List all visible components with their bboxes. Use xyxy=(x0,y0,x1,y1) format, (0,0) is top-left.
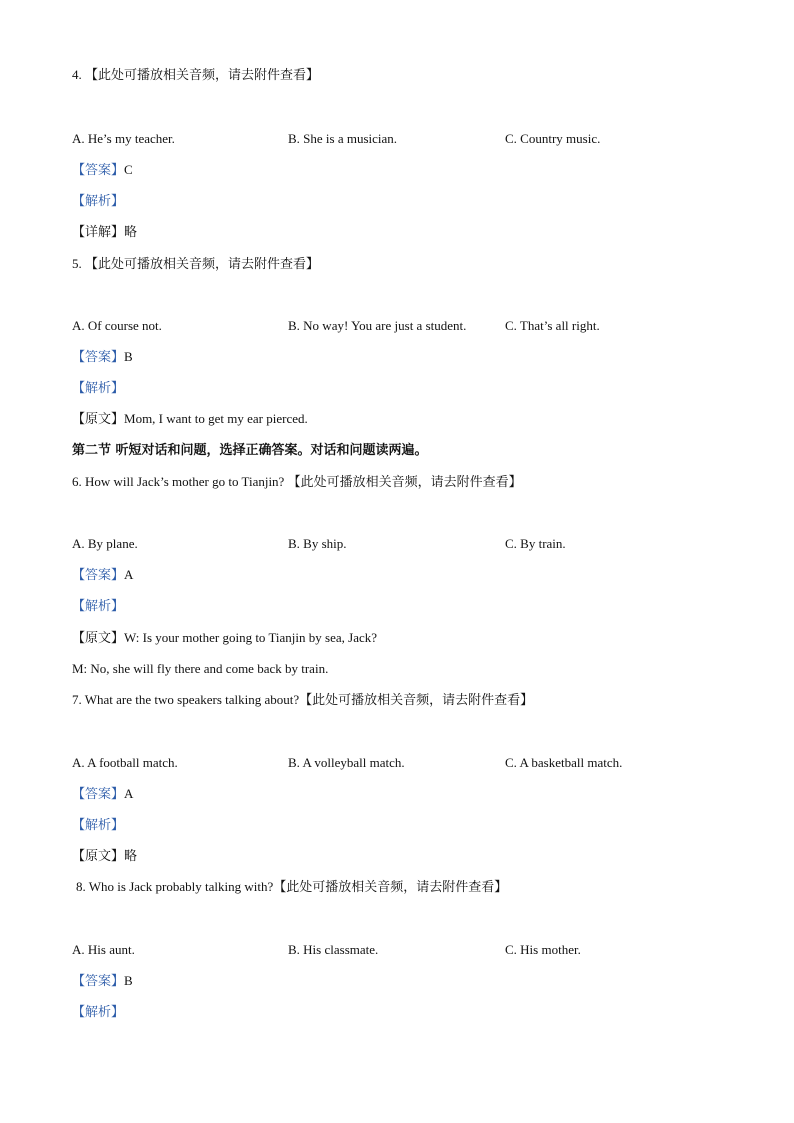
q7-option-c: C. A basketball match. xyxy=(505,755,623,770)
q8-option-a: A. His aunt. xyxy=(72,942,135,957)
answer-tag: 【答案】 xyxy=(72,973,125,988)
q6-source xyxy=(72,629,377,647)
q8-answer xyxy=(72,972,133,990)
q4-prompt: 4. 【此处可播放相关音频，请去附件查看】 xyxy=(72,67,320,82)
answer-value: B xyxy=(124,349,133,364)
q8-analysis xyxy=(72,1003,124,1021)
q7-source xyxy=(72,847,137,865)
q4-answer xyxy=(72,161,133,179)
source-text: W: Is your mother going to Tianjin by sea, Jack? xyxy=(124,630,378,645)
q4-analysis xyxy=(72,192,124,210)
answer-tag: 【答案】 xyxy=(72,162,125,177)
detail-tag: 【详解】 xyxy=(72,224,125,239)
q6-prompt: 6. How will Jack’s mother go to Tianjin? 【此处可播放相关音频，请去附件查看】 xyxy=(72,474,522,489)
q7-answer xyxy=(72,785,133,803)
q4-option-a: A. He’s my teacher. xyxy=(72,131,175,146)
answer-value: A xyxy=(124,786,134,801)
q6-analysis xyxy=(72,597,124,615)
q6-option-b: B. By ship. xyxy=(288,536,347,551)
analysis-tag: 【解析】 xyxy=(72,817,125,832)
q7-options xyxy=(72,754,752,772)
q4-options xyxy=(72,130,752,148)
q7-analysis xyxy=(72,816,124,834)
q6-options xyxy=(72,535,752,553)
q7-prompt: 7. What are the two speakers talking about?【此处可播放相关音频，请去附件查看】 xyxy=(72,692,534,707)
answer-tag: 【答案】 xyxy=(72,567,125,582)
source-text: Mom, I want to get my ear pierced. xyxy=(124,411,308,426)
q4-option-c: C. Country music. xyxy=(505,131,601,146)
q5-prompt: 5. 【此处可播放相关音频，请去附件查看】 xyxy=(72,256,320,271)
q5-option-c: C. That’s all right. xyxy=(505,318,600,333)
answer-tag: 【答案】 xyxy=(72,349,125,364)
q5-option-a: A. Of course not. xyxy=(72,318,162,333)
section-heading: 第二节 听短对话和问题，选择正确答案。对话和问题读两遍。 xyxy=(72,443,428,458)
q8-option-b: B. His classmate. xyxy=(288,942,379,957)
q5-source xyxy=(72,410,308,428)
q8-option-c: C. His mother. xyxy=(505,942,581,957)
source-tag: 【原文】 xyxy=(72,411,125,426)
q6-option-a: A. By plane. xyxy=(72,536,138,551)
q5-answer xyxy=(72,348,133,366)
answer-value: A xyxy=(124,567,134,582)
answer-value: C xyxy=(124,162,133,177)
source-tag: 【原文】 xyxy=(72,848,125,863)
q6-source-line2: M: No, she will fly there and come back by train. xyxy=(72,661,329,676)
q6-option-c: C. By train. xyxy=(505,536,566,551)
q7-option-b: B. A volleyball match. xyxy=(288,755,405,770)
analysis-tag: 【解析】 xyxy=(72,598,125,613)
source-tag: 【原文】 xyxy=(72,630,125,645)
q8-options xyxy=(72,941,752,959)
q5-options xyxy=(72,317,752,335)
analysis-tag: 【解析】 xyxy=(72,193,125,208)
q5-option-b: B. No way! You are just a student. xyxy=(288,318,467,333)
analysis-tag: 【解析】 xyxy=(72,1004,125,1019)
analysis-tag: 【解析】 xyxy=(72,380,125,395)
detail-value: 略 xyxy=(124,224,138,239)
q4-option-b: B. She is a musician. xyxy=(288,131,398,146)
q7-option-a: A. A football match. xyxy=(72,755,178,770)
q8-prompt: 8. Who is Jack probably talking with?【此处可播放相关音频，请去附件查看】 xyxy=(76,879,508,894)
answer-value: B xyxy=(124,973,133,988)
q5-analysis xyxy=(72,379,124,397)
q6-answer xyxy=(72,566,133,584)
answer-tag: 【答案】 xyxy=(72,786,125,801)
q4-detail xyxy=(72,223,137,241)
source-text: 略 xyxy=(124,848,138,863)
